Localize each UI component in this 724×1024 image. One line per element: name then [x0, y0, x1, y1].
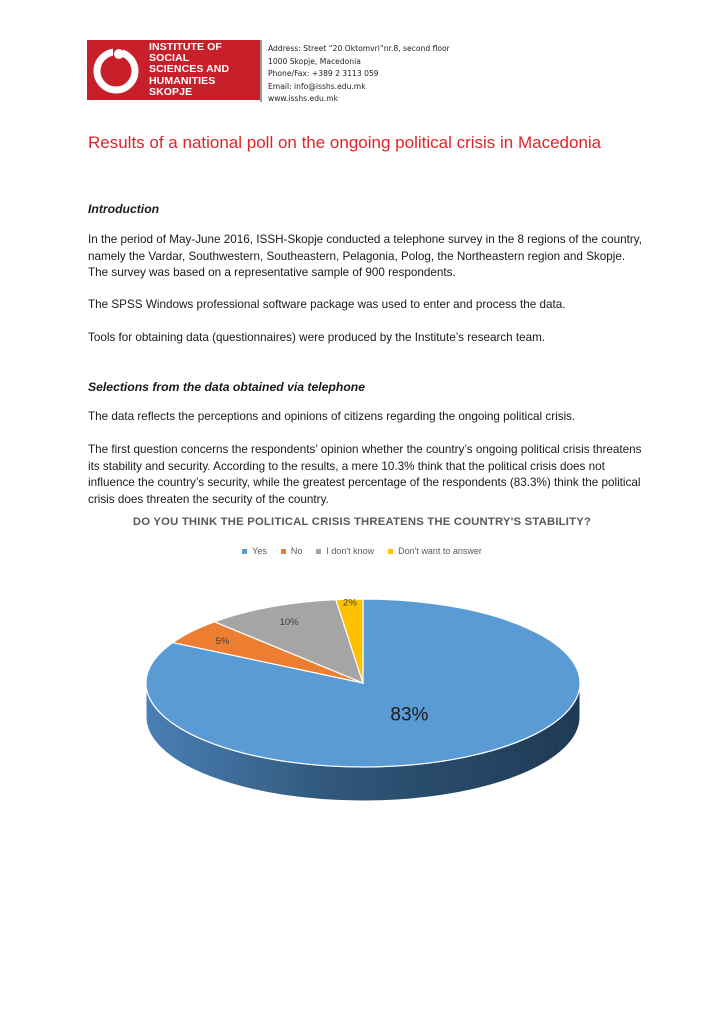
legend-swatch [281, 549, 286, 554]
legend-item [316, 546, 374, 556]
address-line: 1000 Skopje, Macedonia [268, 56, 361, 66]
legend-item [388, 546, 482, 556]
logo-line: SCIENCES AND [149, 63, 230, 76]
pie-data-label: 5% [215, 635, 230, 647]
legend-item [242, 546, 267, 556]
letterhead [87, 40, 487, 102]
logo-line: HUMANITIES [149, 74, 216, 87]
legend-swatch [316, 549, 321, 554]
legend-label: Yes [252, 546, 267, 556]
legend-label: No [290, 546, 303, 556]
intro-paragraph: In the period of May-June 2016, ISSH-Skopje conducted a telephone survey in the 8 regions of the country, namely the Vardar, Southwestern, Southeastern, Pelagonia, Polog, the Northeastern region and Skopje. The survey was based on a representative sample of 900 respondents. [88, 233, 642, 279]
chart-legend [0, 546, 724, 556]
institute-logo [87, 40, 261, 100]
email-line: Email: info@isshs.edu.mk [268, 81, 366, 91]
logo-emblem-icon [87, 40, 147, 100]
legend-swatch [388, 549, 393, 554]
intro-paragraph: Tools for obtaining data (questionnaires) were produced by the Institute’s research team. [88, 331, 546, 344]
legend-swatch [242, 549, 247, 554]
legend-label: Don't want to answer [398, 546, 482, 556]
legend-item [281, 546, 303, 556]
pie-data-label: 10% [279, 617, 299, 629]
pie-data-label: 2% [343, 597, 357, 609]
page-title: Results of a national poll on the ongoing political crisis in Macedonia [88, 133, 602, 152]
intro-paragraph: The SPSS Windows professional software package was used to enter and process the data. [88, 298, 566, 311]
chart-title: DO YOU THINK THE POLITICAL CRISIS THREATENS THE COUNTRY'S STABILITY? [132, 516, 592, 528]
legend-label: I don't know [326, 546, 375, 556]
address-line: Phone/Fax: +389 2 3113 059 [268, 69, 379, 79]
pie-chart [0, 560, 724, 820]
logo-line: SKOPJE [149, 85, 193, 98]
logo-line: INSTITUTE OF [149, 40, 222, 53]
website-line: www.isshs.edu.mk [268, 94, 339, 104]
header-divider [260, 40, 262, 102]
introduction-heading: Introduction [88, 202, 160, 216]
pie-data-label: 83% [390, 704, 429, 726]
selections-paragraph: The first question concerns the respondents’ opinion whether the country’s ongoing political crisis threatens its stability and security. According to the results, a mere 10.3% think that the political crisis does not influence the country’s security, while the greatest percentage of the respondents (83.3%) think the political crisis does threaten the security of the country. [88, 443, 642, 506]
address-line: Address: Street “20 Oktomvri”nr.8, second floor [268, 44, 450, 53]
selections-heading: Selections from the data obtained via telephone [88, 380, 365, 394]
logo-wordmark [149, 42, 229, 98]
selections-paragraph: The data reflects the perceptions and opinions of citizens regarding the ongoing political crisis. [88, 410, 576, 423]
contact-address [268, 43, 450, 106]
logo-line: SOCIAL [149, 52, 190, 65]
